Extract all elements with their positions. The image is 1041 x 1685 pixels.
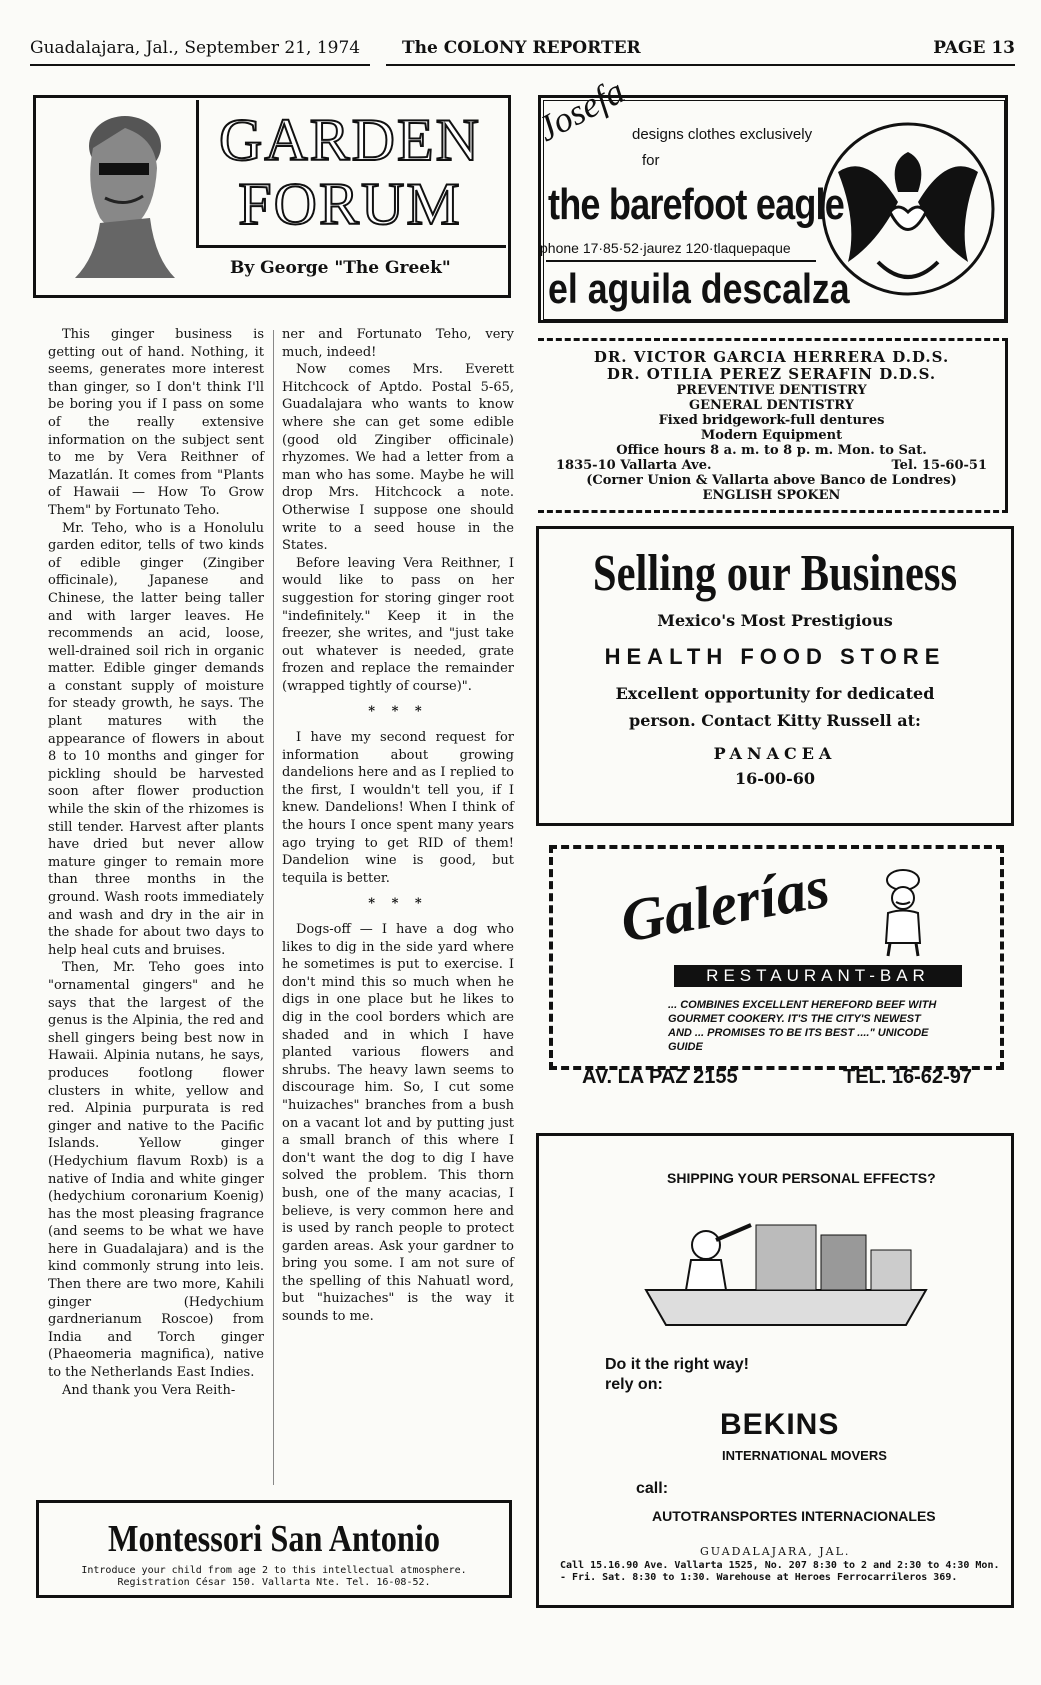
shop-contact: phone 17·85·52·jaurez 120·tlaquepaque [540,240,791,256]
garden-forum-title: GARDEN FORUM [219,107,481,237]
page-header [30,34,1015,64]
dentist-name: DR. VICTOR GARCIA HERRERA D.D.S. [593,348,950,366]
agent-contact: Call 15.16.90 Ave. Vallarta 1525, No. 207 8:30 to 2 and 2:30 to 4:30 Mon. - Fri. Sat. 8:30 to 1:30. Warehouse at Heroes Ferrocarrileros 369. [560,1560,1000,1583]
shop-name-english: the barefoot eagle [548,180,844,229]
ad-rule [546,260,816,262]
store-phone: 16-00-60 [734,769,816,788]
address: 1835-10 Vallarta Ave. [556,458,712,473]
article-paragraph: Before leaving Vera Reithner, I would like to pass on her suggestion for storing ginger root "indefinitely." Keep it in the freezer, she writes, and "just take out whatever is needed, grate frozen and replace the remainder (wrapped tightly of course)". [282,555,514,694]
article-paragraph: I have my second request for information about growing dandelions here and as I replied to the first, I wouldn't tell you, if I knew. Dandelions! When I think of the hours I once spent many years ago trying to get RID of them! Dandelion wine is good, but tequila is better. [282,730,514,886]
article-paragraph: ner and Fortunato Teho, very much, indeed! [282,327,514,360]
article-paragraph: Now comes Mrs. Everett Hitchcock of Aptdo. Postal 5-65, Guadalajara who wants to know where she can get some edible (good old Zingiber officinale) rhyzomes. We had a letter from a man who has some. Maybe he will drop Mrs. Hitchcock a note. Otherwise I suppose one should write to a seed house in the States. [282,362,514,554]
header-rule [386,64,1015,66]
store-type: HEALTH FOOD STORE [604,644,946,669]
restaurant-address: AV. LA PAZ 2155 [582,1066,738,1088]
telephone: Tel. 15-60-51 [891,458,987,473]
restaurant-review: ... COMBINES EXCELLENT HEREFORD BEEF WITH GOURMET COOKERY. IT'S THE CITY'S NEWEST AND ... PROMISES TO BE ITS BEST ...." UNICODE GUIDE [668,999,937,1053]
column-rule [273,330,274,1485]
agent-name: AUTOTRANSPORTES INTERNACIONALES [652,1508,936,1524]
service-line: PREVENTIVE DENTISTRY [676,383,867,398]
chef-icon [868,868,938,958]
dentist-name: DR. OTILIA PEREZ SERAFIN D.D.S. [606,365,937,383]
header-rule [30,64,370,66]
byline: By George "The Greek" [230,258,451,278]
ad-headline: Selling our Business [592,545,958,602]
bekins-logo: BEKINS [720,1408,840,1441]
office-hours: Office hours 8 a. m. to 8 p. m. Mon. to Sat. [616,443,927,458]
shop-name-spanish: el aguila descalza [548,265,850,312]
ad-description-line: person. Contact Kitty Russell at: [629,711,921,730]
company-type: INTERNATIONAL MOVERS [722,1448,887,1463]
store-name: PANACEA [713,744,837,763]
health-food-store-ad [536,526,1014,826]
location-note: (Corner Union & Vallarta above Banco de Londres) [586,473,957,488]
article-paragraph: Dogs-off — I have a dog who likes to dig in the side yard where he sometimes is put to exercise. I don't mind this so much when he digs in one place but he likes to dig in the cool borders which are shaded and in which I have planted various flowers and shrubs. The heavy lawn seems to discourage him. So, I cut some "huizaches" branches from a bush on a vacant lot and by putting just a small branch of this where I don't want the dog to dig I have solved the problem. This thorn bush, one of the many acacias, I believe, is very common here and is used by ranch people to protect garden areas. Ask your gardner to bring you some. I am not sure of the spelling of this Nahuatl word, but "huizaches" is the way it sounds to me. [282,922,514,1325]
restaurant-bar-banner: RESTAURANT-BAR [674,965,962,987]
service-line: Fixed bridgework-full dentures [658,413,885,428]
masthead: The COLONY REPORTER [402,38,641,58]
dateline: Guadalajara, Jal., September 21, 1974 [30,38,361,58]
section-divider: * * * [368,896,428,912]
article-paragraph: Mr. Teho, who is a Honolulu garden editor, tells of two kinds of edible ginger (Zingiber officinale), Japanese and Chinese, the latter being taller and with larger leaves. He recommends an acid, loose, well-drained soil rich in organic matter. Edible ginger demands a constant supply of moisture for steady growth, he says. The plant matures with the appearance of flowers in about 8 to 10 months and ginger for pickling should be harvested soon after flower production while the skin of the rhizomes is still tender. Harvest after plants have dried but never allow mature ginger to remain more than three months in the ground. Wash roots immediately and wash and dry in the air in the shade for about two days to help heal cuts and bruises. [48,520,264,958]
ad-description-line: Excellent opportunity for dedicated [615,684,935,703]
slogan-line: Do it the right way! [605,1356,749,1373]
ad-tagline: designs clothes exclusively [632,126,813,143]
article-column-1 [48,326,264,1399]
service-line: Modern Equipment [700,428,843,443]
montessori-ad [36,1500,512,1598]
agent-city: GUADALAJARA, JAL. [700,1545,851,1558]
ad-for: for [642,152,660,169]
ship-illustration [636,1195,936,1335]
call-label: call: [636,1480,669,1497]
restaurant-phone: TEL. 16-62-97 [843,1066,972,1088]
school-name: Montessori San Antonio [107,1518,441,1560]
school-details: Introduce your child from age 2 to this intellectual atmosphere. Registration César 150. Vallarta Nte. Tel. 16-08-52. [81,1565,467,1588]
address-row [538,458,1005,473]
language-note: ENGLISH SPOKEN [702,488,841,503]
article-column-2 [282,326,514,1326]
article-paragraph: And thank you Vera Reith- [62,1382,236,1398]
article-paragraph: This ginger business is getting out of hand. Nothing, it seems, generates more interest than ginger, so I don't think I'll be boring you if I pass on some of the really extensive information on the subject sent to me by Vera Reithner of Mazatlán. It comes from "Plants of Hawaii — How To Grow Them" by Fortunato Teho. [48,327,264,518]
josefa-signature: Josefa [530,70,631,150]
greek-bust-illustration [55,108,185,286]
ad-description [539,680,1011,734]
service-line: GENERAL DENTISTRY [689,398,854,413]
ad-question: SHIPPING YOUR PERSONAL EFFECTS? [667,1170,936,1186]
dentist-ad [538,338,1008,513]
article-paragraph: Then, Mr. Teho goes into "ornamental gingers" and he says that the largest of the genus is the Alpinia, the red and shell gingers being best now in Hawaii. Alpinia nutans, he says, produces footlong flower clusters in white, yellow and red. Alpinia purpurata is red ginger and native to the Pacific Islands. Yellow ginger (Hedychium flavum Roxb) is a native of India and white ginger (hedychium coronarium Koenig) has the most pleasing fragrance (and seems to be what we have here in Guadalajara) and is the kind commonly strung into leis. Then there are two more, Kahili ginger (Hedychium gardnerianum Roscoe) from India and Torch ginger (Phaeomeria magnifica), native to the Netherlands East Indies. [48,960,264,1381]
slogan-line: rely on: [605,1376,663,1393]
restaurant-name: Galerías [615,853,835,955]
eagle-icon [818,112,998,307]
section-divider: * * * [368,704,428,720]
page-number: PAGE 13 [933,38,1015,58]
ad-slogan [605,1355,749,1395]
ad-subtitle: Mexico's Most Prestigious [657,611,893,630]
